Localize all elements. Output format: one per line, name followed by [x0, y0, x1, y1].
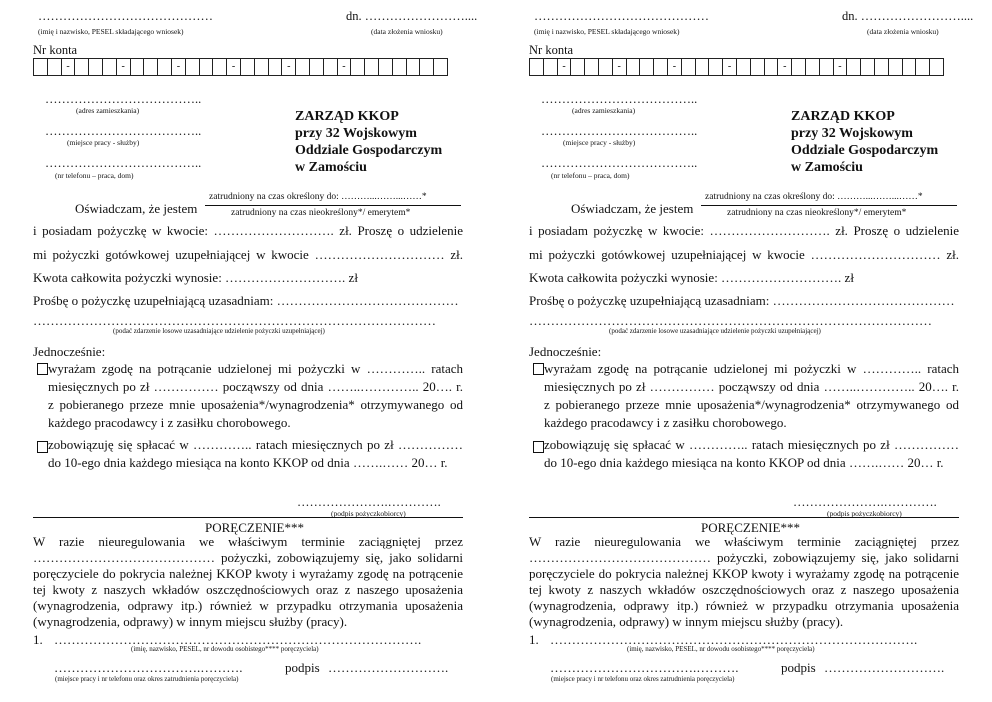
guarantor-signature-label: podpis — [781, 660, 816, 675]
checkbox-icon[interactable] — [533, 441, 544, 453]
account-cell — [365, 58, 379, 76]
repay-line-2: do 10-ego dnia każdego miesiąca na konto KKOP od dnia …….…… 20… r. — [48, 455, 448, 470]
guarantee-text-2: …………………………………… pożyczki, zobowiązujemy się, jako solidarni — [33, 550, 463, 565]
loan-amount-field[interactable]: i posiadam pożyczkę w kwocie: ………………………. zł. — [33, 223, 352, 238]
account-cell — [820, 58, 834, 76]
guarantee-heading: PORĘCZENIE*** — [205, 520, 304, 535]
workplace-field[interactable]: ……………………………….. — [541, 124, 698, 138]
employment-option-permanent[interactable]: zatrudniony na czas nieokreślony*/ emerytem* — [231, 208, 411, 218]
guarantee-text-6: (wynagrodzenia, odprawy) w innym miejscu służby (pracy). — [529, 614, 844, 629]
name-caption: (imię i nazwisko, PESEL składającego wniosek) — [38, 27, 184, 36]
guarantor-place-field[interactable]: …………………………….………. — [550, 660, 739, 675]
guarantor-place-field[interactable]: …………………………….………. — [54, 660, 243, 675]
account-cell — [186, 58, 200, 76]
guarantee-text-2: …………………………………… pożyczki, zobowiązujemy się, jako solidarni — [529, 550, 959, 565]
account-cell — [255, 58, 269, 76]
address-field[interactable]: ……………………………….. — [45, 92, 202, 106]
justification-continuation[interactable]: ………………………………………………………………………………… — [33, 313, 436, 328]
repay-line-2: do 10-ego dnia każdego miesiąca na konto KKOP od dnia …….…… 20… r. — [544, 455, 944, 470]
borrower-signature-field[interactable]: ………………….…………. — [793, 495, 937, 509]
phone-caption: (nr telefonu – praca, dom) — [55, 171, 134, 180]
supplementary-text: mi pożyczki gotówkowej uzupełniającej w kwocie — [529, 247, 805, 262]
phone-caption: (nr telefonu – praca, dom) — [551, 171, 630, 180]
account-cell — [930, 58, 944, 76]
supplementary-amount-field[interactable]: ………………………… zł. — [314, 247, 463, 262]
checkbox-icon[interactable] — [37, 441, 48, 453]
account-cell — [269, 58, 283, 76]
account-cell — [144, 58, 158, 76]
account-cell — [571, 58, 585, 76]
consent-line-1: wyrażam zgodę na potrącanie udzielonej mi pożyczki w ………….. ratach — [48, 361, 463, 376]
phone-field[interactable]: ……………………………….. — [541, 156, 698, 170]
borrower-signature-caption: (podpis pożyczkobiorcy) — [331, 509, 406, 518]
account-cell — [765, 58, 779, 76]
guarantor-place-caption: (miejsce pracy i nr telefonu oraz okres zatrudnienia poręczyciela) — [551, 675, 735, 683]
name-field[interactable]: …………………………………… — [534, 9, 709, 23]
justification-field[interactable]: Prośbę o pożyczkę uzupełniającą uzasadniam: …………………………………… — [529, 293, 955, 308]
justification-field[interactable]: Prośbę o pożyczkę uzupełniającą uzasadniam: …………………………………… — [33, 293, 459, 308]
guarantor-signature-field[interactable]: ………………………. — [328, 660, 449, 675]
account-cell — [131, 58, 145, 76]
account-cell — [696, 58, 710, 76]
addressee-line: przy 32 Wojskowym — [295, 126, 417, 141]
declaration-lead: Oświadczam, że jestem — [75, 201, 198, 216]
account-cell — [48, 58, 62, 76]
fraction-divider — [205, 205, 461, 206]
account-cell — [889, 58, 903, 76]
account-cell: - — [282, 58, 296, 76]
account-cell — [875, 58, 889, 76]
guarantee-text-1: W razie nieuregulowania we właściwym terminie zaciągniętej przez — [33, 534, 463, 549]
account-cell — [806, 58, 820, 76]
addressee-line: w Zamościu — [295, 160, 367, 175]
simultaneously-label: Jednocześnie: — [33, 344, 106, 359]
checkbox-icon[interactable] — [37, 363, 48, 375]
account-cell — [158, 58, 172, 76]
guarantor-identity-caption: (imię, nazwisko, PESEL, nr dowodu osobistego**** poręczyciela) — [131, 645, 319, 653]
account-cell — [847, 58, 861, 76]
account-cell — [682, 58, 696, 76]
guarantee-text-1: W razie nieuregulowania we właściwym terminie zaciągniętej przez — [529, 534, 959, 549]
addressee-line: Oddziale Gospodarczym — [295, 143, 443, 158]
account-number-boxes[interactable] — [33, 58, 448, 76]
request-text: Proszę o udzielenie — [357, 223, 464, 238]
account-cell — [89, 58, 103, 76]
guarantor-signature-label: podpis — [285, 660, 320, 675]
addressee-line: Oddziale Gospodarczym — [791, 143, 939, 158]
supplementary-amount-line — [33, 247, 463, 263]
repay-line-1: zobowiązuję się spłacać w ………….. ratach miesięcznych po zł …………… — [544, 437, 959, 452]
account-number-boxes[interactable] — [529, 58, 944, 76]
guarantor-number: 1. — [529, 632, 539, 647]
account-cell — [434, 58, 448, 76]
addressee-line: ZARZĄD KKOP — [295, 109, 399, 124]
fraction-divider — [701, 205, 957, 206]
supplementary-amount-field[interactable]: ………………………… zł. — [810, 247, 959, 262]
name-caption: (imię i nazwisko, PESEL składającego wniosek) — [534, 27, 680, 36]
account-cell: - — [558, 58, 572, 76]
account-cell — [407, 58, 421, 76]
repay-line-1: zobowiązuję się spłacać w ………….. ratach miesięcznych po zł …………… — [48, 437, 463, 452]
addressee-line: w Zamościu — [791, 160, 863, 175]
account-cell — [916, 58, 930, 76]
guarantee-text-5: (wynagrodzenia, odprawy itp.) również w przypadku otrzymania uposażenia — [33, 598, 463, 613]
account-cell — [420, 58, 434, 76]
guarantee-text-5: (wynagrodzenia, odprawy itp.) również w przypadku otrzymania uposażenia — [529, 598, 959, 613]
request-text: Proszę o udzielenie — [853, 223, 960, 238]
guarantee-text-3: poręczyciele do pokrycia należnej KKOP kwoty i wyrażamy zgodę na potrącenie — [529, 566, 959, 581]
account-cell — [737, 58, 751, 76]
consent-line-2: miesięcznych po zł …………… począwszy od dnia ……..………….. 20…. r. — [544, 379, 959, 394]
loan-amount-line — [33, 223, 463, 239]
account-cell — [792, 58, 806, 76]
total-amount-field[interactable]: Kwota całkowita pożyczki wynosie: ………………………. zł — [529, 270, 854, 285]
date-field[interactable]: dn. …………………….... — [842, 9, 974, 23]
account-cell — [530, 58, 544, 76]
account-cell — [213, 58, 227, 76]
account-cell — [241, 58, 255, 76]
consent-line-4: każdego pracodawcy i z zasiłku chorobowego. — [48, 415, 291, 430]
justification-caption: (podać zdarzenie losowe uzasadniające udzielenie pożyczki uzupełniającej) — [609, 327, 821, 335]
account-cell: - — [778, 58, 792, 76]
simultaneously-label: Jednocześnie: — [529, 344, 602, 359]
account-cell — [103, 58, 117, 76]
checkbox-icon[interactable] — [533, 363, 544, 375]
account-cell: - — [227, 58, 241, 76]
section-divider — [33, 517, 463, 518]
account-cell — [903, 58, 917, 76]
guarantor-signature-field[interactable]: ………………………. — [824, 660, 945, 675]
account-cell: - — [338, 58, 352, 76]
account-label: Nr konta — [529, 43, 574, 57]
account-cell — [544, 58, 558, 76]
account-cell — [654, 58, 668, 76]
consent-line-2: miesięcznych po zł …………… począwszy od dnia ……..………….. 20…. r. — [48, 379, 463, 394]
section-divider — [529, 517, 959, 518]
account-cell: - — [62, 58, 76, 76]
phone-field[interactable]: ……………………………….. — [45, 156, 202, 170]
loan-amount-line — [529, 223, 959, 239]
consent-line-1: wyrażam zgodę na potrącanie udzielonej mi pożyczki w ………….. ratach — [544, 361, 959, 376]
account-cell — [709, 58, 723, 76]
account-cell — [751, 58, 765, 76]
justification-caption: (podać zdarzenie losowe uzasadniające udzielenie pożyczki uzupełniającej) — [113, 327, 325, 335]
workplace-caption: (miejsce pracy - służby) — [67, 138, 140, 147]
addressee-block — [791, 108, 938, 176]
account-cell — [34, 58, 48, 76]
guarantee-heading: PORĘCZENIE*** — [701, 520, 800, 535]
borrower-signature-caption: (podpis pożyczkobiorcy) — [827, 509, 902, 518]
address-field[interactable]: ……………………………….. — [541, 92, 698, 106]
account-cell: - — [668, 58, 682, 76]
guarantor-place-caption: (miejsce pracy i nr telefonu oraz okres zatrudnienia poręczyciela) — [55, 675, 239, 683]
account-label: Nr konta — [33, 43, 78, 57]
account-cell: - — [613, 58, 627, 76]
date-caption: (data złożenia wniosku) — [867, 27, 939, 36]
guarantor-identity-field[interactable]: …………………………………………………………………………. — [54, 632, 422, 647]
borrower-signature-field[interactable]: ………………….…………. — [297, 495, 441, 509]
account-cell: - — [834, 58, 848, 76]
consent-line-3: z pobieranego przeze mnie uposażenia*/wynagrodzenia* otrzymywanego od — [48, 397, 463, 412]
account-cell — [640, 58, 654, 76]
guarantor-identity-caption: (imię, nazwisko, PESEL, nr dowodu osobistego**** poręczyciela) — [627, 645, 815, 653]
account-cell — [75, 58, 89, 76]
loan-form-right — [529, 0, 974, 702]
supplementary-text: mi pożyczki gotówkowej uzupełniającej w kwocie — [33, 247, 309, 262]
declaration-lead: Oświadczam, że jestem — [571, 201, 694, 216]
account-cell — [599, 58, 613, 76]
account-cell — [393, 58, 407, 76]
account-cell — [627, 58, 641, 76]
employment-option-permanent[interactable]: zatrudniony na czas nieokreślony*/ emerytem* — [727, 208, 907, 218]
address-caption: (adres zamieszkania) — [76, 106, 140, 115]
addressee-line: przy 32 Wojskowym — [791, 126, 913, 141]
account-cell — [351, 58, 365, 76]
loan-form-left — [33, 0, 478, 702]
guarantee-text-4: tej kwoty z naszych wkładów oszczędnościowych oraz z naszego uposażenia — [33, 582, 463, 597]
loan-amount-field[interactable]: i posiadam pożyczkę w kwocie: ………………………. zł. — [529, 223, 848, 238]
workplace-caption: (miejsce pracy - służby) — [563, 138, 636, 147]
guarantor-identity-field[interactable]: …………………………………………………………………………. — [550, 632, 918, 647]
guarantee-text-6: (wynagrodzenia, odprawy) w innym miejscu służby (pracy). — [33, 614, 348, 629]
employment-option-fixed-term[interactable]: zatrudniony na czas określony do: ………...……...……* — [209, 192, 427, 202]
consent-line-3: z pobieranego przeze mnie uposażenia*/wynagrodzenia* otrzymywanego od — [544, 397, 959, 412]
guarantor-number: 1. — [33, 632, 43, 647]
addressee-line: ZARZĄD KKOP — [791, 109, 895, 124]
account-cell: - — [723, 58, 737, 76]
guarantee-text-4: tej kwoty z naszych wkładów oszczędnościowych oraz z naszego uposażenia — [529, 582, 959, 597]
account-cell — [861, 58, 875, 76]
account-cell — [324, 58, 338, 76]
justification-continuation[interactable]: ………………………………………………………………………………… — [529, 313, 932, 328]
guarantee-text-3: poręczyciele do pokrycia należnej KKOP kwoty i wyrażamy zgodę na potrącenie — [33, 566, 463, 581]
account-cell — [585, 58, 599, 76]
address-caption: (adres zamieszkania) — [572, 106, 636, 115]
account-cell — [379, 58, 393, 76]
date-field[interactable]: dn. …………………….... — [346, 9, 478, 23]
supplementary-amount-line — [529, 247, 959, 263]
consent-line-4: każdego pracodawcy i z zasiłku chorobowego. — [544, 415, 787, 430]
addressee-block — [295, 108, 442, 176]
name-field[interactable]: …………………………………… — [38, 9, 213, 23]
account-cell — [310, 58, 324, 76]
total-amount-field[interactable]: Kwota całkowita pożyczki wynosie: ………………………. zł — [33, 270, 358, 285]
account-cell — [200, 58, 214, 76]
date-caption: (data złożenia wniosku) — [371, 27, 443, 36]
employment-option-fixed-term[interactable]: zatrudniony na czas określony do: ………...……...……* — [705, 192, 923, 202]
account-cell: - — [172, 58, 186, 76]
account-cell: - — [117, 58, 131, 76]
account-cell — [296, 58, 310, 76]
workplace-field[interactable]: ……………………………….. — [45, 124, 202, 138]
